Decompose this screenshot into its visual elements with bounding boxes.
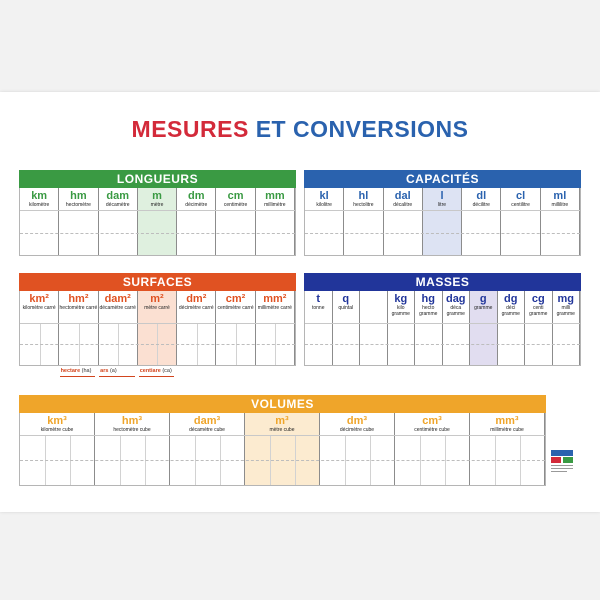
masses-unit-symbol: hg (421, 293, 435, 305)
longueurs-unit-name: mètre (150, 202, 164, 208)
capacites-unit-name: litre (437, 202, 447, 208)
capacites-column (541, 188, 580, 255)
surface-tag-unit: (ca) (162, 368, 172, 374)
masses-dashed-rule (305, 344, 580, 345)
surfaces-unit-name: décimètre carré (178, 305, 214, 311)
longueurs-unit-name: centimètre (223, 202, 248, 208)
capacites-unit-symbol: hl (358, 190, 369, 202)
volumes-unit-name: centimètre cube (414, 427, 450, 433)
volumes-unit-symbol: dm³ (346, 415, 368, 427)
masses-column (470, 291, 498, 365)
capacites-column (344, 188, 383, 255)
surface-tag-word: hectare (60, 368, 82, 374)
masses-unit-name: déci gramme (501, 305, 520, 317)
longueurs-unit-name: décamètre (105, 202, 130, 208)
masses-column (443, 291, 471, 365)
capacites-column (305, 188, 344, 255)
panel-capacites-table (304, 188, 581, 256)
surfaces-column (59, 291, 98, 365)
volumes-column (320, 413, 395, 485)
panel-volumes-table (19, 413, 546, 486)
volumes-column (395, 413, 470, 485)
capacites-column (501, 188, 540, 255)
capacites-unit-name: kilolitre (316, 202, 332, 208)
surface-tag-unit: (ha) (81, 368, 92, 374)
volumes-unit-symbol: mm³ (495, 415, 519, 427)
longueurs-unit-symbol: m (152, 190, 162, 202)
longueurs-column (216, 188, 255, 255)
capacites-unit-symbol: dl (476, 190, 487, 202)
surfaces-unit-symbol: m² (150, 293, 164, 305)
volumes-column (245, 413, 320, 485)
masses-unit-symbol: mg (557, 293, 574, 305)
volumes-unit-symbol: m³ (275, 415, 289, 427)
longueurs-unit-symbol: dm (188, 190, 205, 202)
longueurs-column (177, 188, 216, 255)
surfaces-column (138, 291, 177, 365)
masses-unit-symbol: kg (394, 293, 408, 305)
longueurs-header-rule (20, 210, 295, 211)
capacites-unit-symbol: kl (319, 190, 329, 202)
masses-unit-name: déca gramme (446, 305, 465, 317)
volumes-column (20, 413, 95, 485)
volumes-column (170, 413, 245, 485)
longueurs-unit-name: kilomètre (28, 202, 50, 208)
surfaces-unit-name: mètre carré (144, 305, 170, 311)
masses-column (498, 291, 526, 365)
capacites-unit-name: décilitre (472, 202, 490, 208)
masses-unit-name: tonne (311, 305, 325, 311)
surfaces-unit-name: hectomètre carré (59, 305, 98, 311)
publisher-logo (551, 450, 573, 476)
capacites-unit-symbol: dal (394, 190, 411, 202)
volumes-unit-name: kilomètre cube (40, 427, 74, 433)
panel-longueurs (19, 170, 296, 256)
capacites-column (384, 188, 423, 255)
surfaces-unit-symbol: dm² (186, 293, 207, 305)
panel-surfaces-heading: SURFACES (19, 273, 296, 291)
capacites-column (423, 188, 462, 255)
panel-surfaces (19, 273, 296, 374)
surfaces-unit-symbol: mm² (263, 293, 287, 305)
surfaces-column (256, 291, 295, 365)
surface-tag-word: ars (100, 368, 110, 374)
panel-masses-heading: MASSES (304, 273, 581, 291)
volumes-header-rule (20, 435, 545, 436)
volumes-unit-symbol: dam³ (193, 415, 221, 427)
longueurs-unit-symbol: cm (227, 190, 244, 202)
volumes-unit-symbol: hm³ (121, 415, 143, 427)
masses-unit-symbol: dg (504, 293, 518, 305)
capacites-unit-symbol: ml (553, 190, 567, 202)
surface-tag (100, 368, 117, 374)
masses-unit-name: kilo gramme (391, 305, 410, 317)
surfaces-unit-name: décamètre carré (99, 305, 136, 311)
masses-unit-symbol: t (316, 293, 321, 305)
longueurs-unit-symbol: mm (265, 190, 285, 202)
title-part2: ET CONVERSIONS (255, 116, 469, 142)
masses-column (415, 291, 443, 365)
capacites-unit-name: hectolitre (353, 202, 374, 208)
longueurs-dashed-rule (20, 233, 295, 234)
surfaces-unit-symbol: cm² (225, 293, 246, 305)
surfaces-column (216, 291, 255, 365)
longueurs-unit-name: hectomètre (65, 202, 91, 208)
capacites-dashed-rule (305, 233, 580, 234)
panel-capacites-heading: CAPACITÉS (304, 170, 581, 188)
masses-unit-name: milli gramme (556, 305, 575, 317)
longueurs-unit-symbol: km (31, 190, 48, 202)
capacites-unit-name: centilitre (511, 202, 530, 208)
volumes-unit-name: décamètre cube (189, 427, 225, 433)
longueurs-unit-symbol: dam (106, 190, 130, 202)
panel-volumes-heading: VOLUMES (19, 395, 546, 413)
masses-unit-symbol: q (342, 293, 350, 305)
masses-unit-symbol: dag (445, 293, 466, 305)
masses-column (553, 291, 581, 365)
longueurs-column (99, 188, 138, 255)
masses-unit-name: gramme (474, 305, 493, 311)
title-part1: MESURES (131, 116, 249, 142)
volumes-dashed-rule (20, 460, 545, 461)
poster-title (0, 116, 600, 143)
surfaces-unit-name: kilomètre carré (22, 305, 56, 311)
capacites-unit-symbol: cl (515, 190, 526, 202)
longueurs-column (138, 188, 177, 255)
longueurs-unit-name: décimètre (185, 202, 208, 208)
volumes-column (470, 413, 545, 485)
volumes-column (95, 413, 170, 485)
surfaces-column (177, 291, 216, 365)
panel-longueurs-heading: LONGUEURS (19, 170, 296, 188)
surfaces-unit-name: centimètre carré (217, 305, 254, 311)
longueurs-unit-name: millimètre (264, 202, 286, 208)
panel-volumes (19, 395, 546, 486)
masses-unit-name: hecto gramme (419, 305, 438, 317)
capacites-unit-symbol: l (440, 190, 444, 202)
surfaces-unit-symbol: km² (29, 293, 49, 305)
capacites-unit-name: décalitre (393, 202, 413, 208)
masses-column (333, 291, 361, 365)
masses-unit-symbol: cg (531, 293, 545, 305)
volumes-unit-name: hectomètre cube (113, 427, 151, 433)
capacites-column (462, 188, 501, 255)
surface-tag (140, 368, 172, 374)
surface-tag-underline (60, 376, 96, 377)
longueurs-unit-symbol: hm (70, 190, 87, 202)
surfaces-column (99, 291, 138, 365)
panel-surfaces-table (19, 291, 296, 366)
surface-tag-word: centiare (139, 368, 163, 374)
longueurs-column (256, 188, 295, 255)
surfaces-dashed-rule (20, 344, 295, 345)
surfaces-unit-name: millimètre carré (257, 305, 292, 311)
masses-unit-name: centi gramme (529, 305, 548, 317)
masses-unit-symbol: g (479, 293, 487, 305)
surfaces-unit-symbol: hm² (68, 293, 89, 305)
panel-longueurs-table (19, 188, 296, 256)
panel-masses (304, 273, 581, 366)
longueurs-column (59, 188, 98, 255)
masses-unit-name: quintal (338, 305, 354, 311)
panel-masses-table (304, 291, 581, 366)
masses-header-rule (305, 323, 580, 324)
surface-tag-underline (99, 376, 135, 377)
volumes-unit-symbol: km³ (47, 415, 67, 427)
masses-column (388, 291, 416, 365)
longueurs-column (20, 188, 59, 255)
masses-column (360, 291, 388, 365)
surface-tag-underline (139, 376, 175, 377)
volumes-unit-name: mètre cube (269, 427, 295, 433)
surfaces-unit-symbol: dam² (104, 293, 131, 305)
panel-capacites (304, 170, 581, 256)
surface-tag-unit: (a) (109, 368, 117, 374)
surfaces-column (20, 291, 59, 365)
surface-tag (61, 368, 92, 374)
surfaces-header-rule (20, 323, 295, 324)
masses-column (305, 291, 333, 365)
masses-column (525, 291, 553, 365)
volumes-unit-symbol: cm³ (422, 415, 442, 427)
volumes-unit-name: millimètre cube (490, 427, 524, 433)
volumes-unit-name: décimètre cube (339, 427, 375, 433)
capacites-header-rule (305, 210, 580, 211)
capacites-unit-name: millilitre (551, 202, 569, 208)
